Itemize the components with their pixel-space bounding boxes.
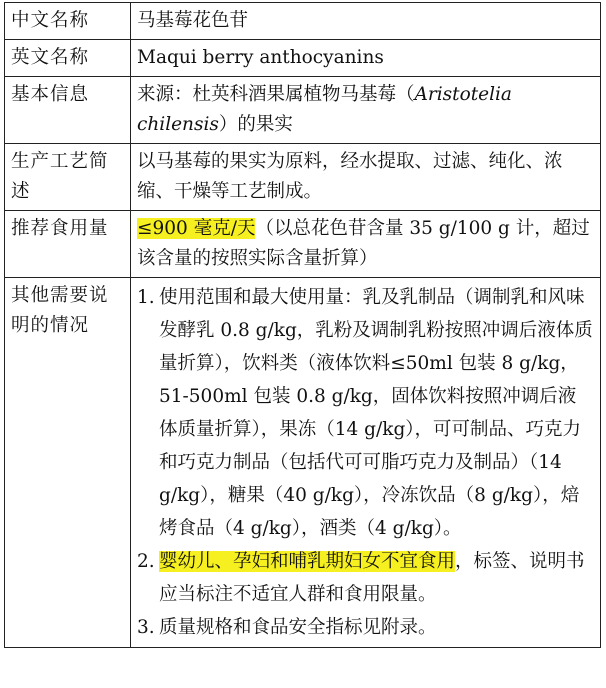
- item-number: 3.: [137, 617, 155, 638]
- item-text: 使用范围和最大使用量：乳及乳制品（调制乳和风味发酵乳 0.8 g/kg，乳粉及调制乳粉按照冲调后液体质量折算），饮料类（液体饮料≤50ml 包装 8 g/kg，51-500ml 包装 0.8 g/kg，固体饮料按照冲调后液体质量折算），果冻（14 g/kg），可可制品、巧克力和巧克力制品（包括代可可脂巧克力及制品）（14 g/kg），糖果（40 g/kg），冷冻饮品（8 g/kg），焙烤食品（4 g/kg），酒类（4 g/kg）。: [159, 287, 593, 539]
- row-cn-name: [5, 3, 601, 40]
- dosage-label: 推荐食用量: [5, 211, 131, 278]
- row-other: [5, 278, 601, 648]
- list-item: [137, 611, 594, 644]
- basic-info-prefix: 来源：杜英科酒果属植物马基莓（: [137, 84, 415, 105]
- spec-table: [4, 2, 601, 648]
- row-process: [5, 144, 601, 211]
- list-item: [137, 545, 594, 611]
- cn-name-label: 中文名称: [5, 3, 131, 40]
- item-highlight: 婴幼儿、孕妇和哺乳期妇女不宜食用: [159, 551, 456, 572]
- item-text: ，标签、说明书应当标注不适宜人群和食用限量。: [159, 551, 585, 605]
- item-number: 1.: [137, 287, 155, 308]
- dosage-rest: （以总花色苷含量 35 g/100 g 计，超过该含量的按照实际含量折算）: [137, 218, 590, 269]
- process-value: 以马基莓的果实为原料，经水提取、过滤、纯化、浓缩、干燥等工艺制成。: [131, 144, 601, 211]
- row-dosage: [5, 211, 601, 278]
- other-list: [137, 281, 594, 644]
- other-label: 其他需要说明的情况: [5, 278, 131, 648]
- dosage-value: [131, 211, 601, 278]
- basic-info-suffix: ）的果实: [218, 114, 293, 135]
- row-en-name: [5, 40, 601, 77]
- item-number: 2.: [137, 551, 155, 572]
- cn-name-value: 马基莓花色苷: [131, 3, 601, 40]
- list-item: [137, 281, 594, 545]
- other-value: [131, 278, 601, 648]
- en-name-value: Maqui berry anthocyanins: [131, 40, 601, 77]
- latin-name: Aristotelia chilensis: [137, 84, 512, 135]
- process-label: 生产工艺简述: [5, 144, 131, 211]
- en-name-label: 英文名称: [5, 40, 131, 77]
- basic-info-label: 基本信息: [5, 77, 131, 144]
- row-basic-info: [5, 77, 601, 144]
- basic-info-value: [131, 77, 601, 144]
- item-text: 质量规格和食品安全指标见附录。: [159, 617, 437, 638]
- dosage-highlight: ≤900 毫克/天: [137, 218, 256, 239]
